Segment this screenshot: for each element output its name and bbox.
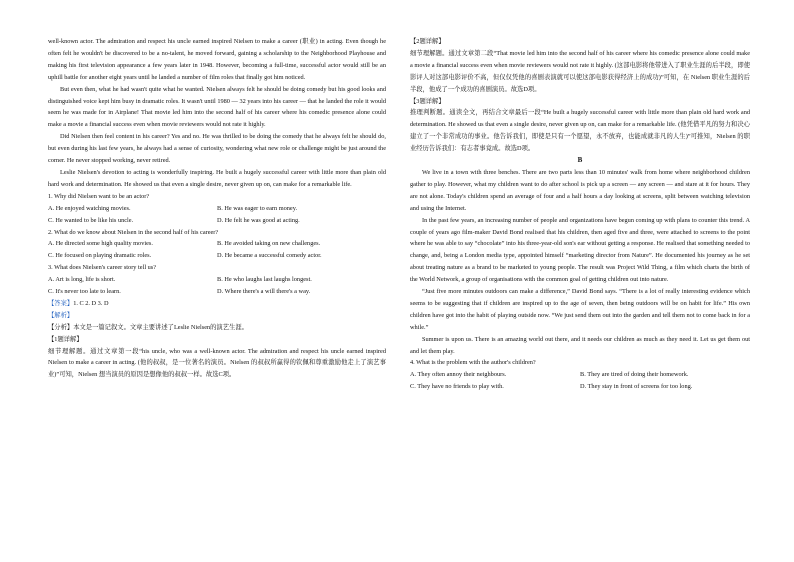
passage-paragraph: We live in a town with three benches. There are two parts less than 10 minutes' walk from home where neighborhood children gather to play. However, what my children want to do after school is pick up a screen — any screen — and stare at it for hours. They are not alone. Today's children spend an average of four and a half hours a day looking at screens, split between watching television and using the Internet. — [410, 168, 750, 212]
option: A. They often annoy their neighbours. — [410, 371, 507, 379]
passage-paragraph: “Just five more minutes outdoors can make a difference,” David Bond says. “There is a lot of really interesting evidence which seems to be suggesting that if children are inspired up to the age of seven, then being outdoors will be on habit for life.” His own children have got into the habit of playing outside now. “We just send them out into the garden and tell them not to come back in for a while.” — [410, 288, 750, 331]
detail-3-label: 【3题详解】 — [410, 97, 445, 105]
answer-label: 【答案】 — [48, 299, 74, 307]
right-column — [410, 36, 750, 393]
section-title: B — [577, 156, 583, 165]
passage-paragraph: well-known actor. The admiration and respect his uncle earned inspired Nielsen to make a career (职业) in acting. Even though he often felt he wouldn't be discovered to be a no-talent, he moved forward, gaining a scholarship to the Neighborhood Playhouse and making his first television appearance a few years later in 1948. However, becoming a full-time, successful actor would still be an uphill battle for another eight years until he landed a number of film roles that finally got him noticed. — [48, 38, 386, 81]
question-2: 2. What do we know about Nielsen in the second half of his career? — [48, 228, 219, 236]
option: C. He wanted to be like his uncle. — [48, 216, 134, 224]
option: A. He directed some high quality movies. — [48, 240, 153, 248]
question-2-options — [48, 238, 386, 262]
passage-paragraph: In the past few years, an increasing number of people and organizations have begun coming up with plans to counter this trend. A couple of years ago film-maker David Bond realised that his children, then aged five and three, were attached to screens to the point where he was able to say “chocolate” into his three-year-old son's ear without getting a response. He realised that something needed to change, and, being a London media type, appointed himself “marketing director from Nature”. He documented his journey as he set about treating nature as a brand to be marketed to young people. The result was Project Wild Thing, a film which charts the birth of the World Network, a group of organisations with the common goal of getting children out into nature. — [410, 216, 750, 284]
question-3: 3. What does Nielsen's career story tell us? — [48, 264, 157, 272]
summary-line — [48, 322, 386, 334]
question-3-options — [48, 274, 386, 298]
passage-paragraph: Leslie Nielsen's devotion to acting is wonderfully inspiring. He built a hugely successful career with little more than plain old hard work and determination. He showed us that even a single desire, never given up on, can make for a remarkable life. — [48, 168, 386, 188]
summary-text: 本文是一篇记叙文。文章主要讲述了Leslie Nielsen的演艺生涯。 — [73, 323, 248, 331]
answer-text: 1. C 2. D 3. D — [73, 299, 109, 307]
option: C. It's never too late to learn. — [48, 288, 121, 296]
option: B. He who laughs last laughs longest. — [217, 276, 312, 284]
passage-paragraph: Did Nielsen then feel content in his career? Yes and no. He was thrilled to be doing the comedy that he always felt he should do, but even during his last few years, he always had a sense of curiosity, wondering what new role or challenge might be just around the corner. He never stopped working, never retired. — [48, 133, 386, 165]
left-column — [48, 36, 386, 381]
passage-paragraph: But even then, what he had wasn't quite what he wanted. Nielsen always felt he should be doing comedy but his good looks and distinguished voice kept him busy in dramatic roles. It wasn't until 1980 — 32 years into his career — that he landed the role it would seem he was made for in Airplane! That movie led him into the second half of his career where his comedic presence alone could make a movie a financial success even when movie reviewers would not rate it highly. — [48, 85, 386, 129]
detail-2-label: 【2题详解】 — [410, 38, 445, 45]
option: C. They have no friends to play with. — [410, 383, 504, 391]
option: D. They stay in front of screens for too long. — [580, 383, 693, 391]
option: B. He was eager to earn money. — [217, 204, 298, 212]
detail-1-text: 细节理解题。通过文章第一段“his uncle, who was a well-known actor. The admiration and respect his uncle earned inspired Nielsen to make a career in acting. (他的叔叔，是一位著名的演员。Nielsen 的叔叔所赢得的钦佩和尊重激励他走上了演艺事业)”可知，Nielsen 想当演员的原因是想像他的叔叔一样。故选C项。 — [48, 347, 386, 379]
question-4: 4. What is the problem with the author's children? — [410, 359, 536, 367]
detail-1-label: 【1题详解】 — [48, 335, 83, 343]
option: D. He became a successful comedy actor. — [217, 252, 322, 260]
option: A. He enjoyed watching movies. — [48, 204, 131, 212]
question-1-options — [48, 203, 386, 227]
option: D. He felt he was good at acting. — [217, 216, 300, 224]
option: A. Art is long, life is short. — [48, 276, 116, 284]
analysis-label: 【解析】 — [48, 311, 74, 319]
detail-2-text: 细节理解题。通过文章第二段“That movie led him into the second half of his career where his comedic presence alone could make a movie a financial success even when movie reviewers would not rate it highly. (这部电影将他带进入了职业生涯的后半段，即使影评人对这部电影评价不高，但仅仅凭他的喜剧表演就可以使这部电影获得经济上的成功)”可知，在 Nielsen 职业生涯的后半段，他成了一个成功的喜剧演员。故选D项。 — [410, 49, 750, 93]
question-1: 1. Why did Nielsen want to be an actor? — [48, 192, 150, 200]
question-4-options — [410, 369, 750, 393]
option: B. He avoided taking on new challenges. — [217, 240, 321, 248]
passage-paragraph: Summer is upon us. There is an amazing world out there, and it needs our children as much as they need it. Let us get them out and let them play. — [410, 335, 750, 355]
summary-label: 【分析】 — [48, 323, 74, 331]
option: C. He focused on playing dramatic roles. — [48, 252, 152, 260]
answer-line — [48, 298, 386, 310]
option: B. They are tired of doing their homework. — [580, 371, 689, 379]
detail-3-text: 推理判断题。通读全文，再结合文章最后一段“He built a hugely successful career with little more than plain old hard work and determination. He showed us that even a single desire, never given up on, can make for a remarkable life. (他凭借平凡的努力和决心建立了一个非常成功的事业。他告诉我们，即使是只有一个愿望，永不放弃，也能成就非凡的人生)”可推知，Nielsen 的职业经历告诉我们：有志者事竟成。故选D项。 — [410, 109, 750, 153]
option: D. Where there's a will there's a way. — [217, 288, 311, 296]
